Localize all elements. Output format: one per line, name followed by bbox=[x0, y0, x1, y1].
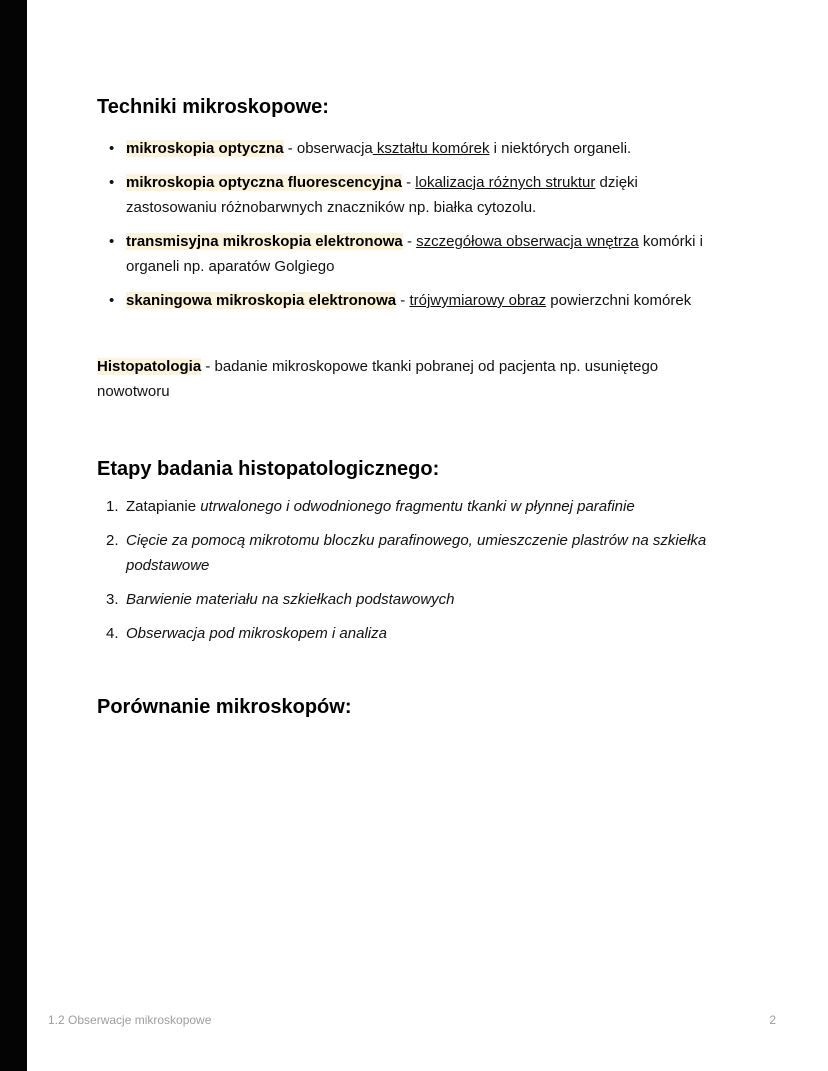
step-item bbox=[97, 587, 731, 612]
etapy-numbered-list bbox=[97, 494, 731, 646]
bullet-rest: komórki i organeli np. aparatów Golgiego bbox=[126, 233, 703, 275]
step-item bbox=[97, 494, 731, 519]
underlined-phrase: trójwymiarowy obraz bbox=[409, 292, 547, 309]
bullet-icon: • bbox=[109, 233, 115, 250]
underlined-phrase: kształtu komórek bbox=[372, 140, 490, 157]
paragraph-rest: - badanie mikroskopowe tkanki pobranej od pacjenta np. usuniętego nowotworu bbox=[97, 358, 659, 400]
step-text-wrap bbox=[126, 625, 387, 642]
bullet-item bbox=[97, 170, 731, 220]
highlighted-term: Histopatologia bbox=[97, 358, 202, 375]
bullet-text bbox=[126, 174, 638, 216]
bullet-item bbox=[97, 136, 731, 161]
step-number: 2. bbox=[106, 532, 119, 549]
bullet-icon: • bbox=[109, 174, 115, 191]
bullet-text bbox=[126, 233, 703, 275]
bullet-separator: - bbox=[401, 174, 416, 191]
bullet-text bbox=[126, 292, 691, 309]
page-footer bbox=[48, 1012, 776, 1028]
bullet-item bbox=[97, 229, 731, 279]
document-page bbox=[97, 0, 731, 720]
footer-breadcrumb: 1.2 Obserwacje mikroskopowe bbox=[48, 1013, 212, 1027]
bullet-rest: dzięki zastosowaniu różnobarwnych znaczników np. białka cytozolu. bbox=[126, 174, 638, 216]
step-item bbox=[97, 621, 731, 646]
step-number: 3. bbox=[106, 591, 119, 608]
histopatologia-paragraph bbox=[97, 354, 731, 404]
step-number: 1. bbox=[106, 498, 119, 515]
step-text: Cięcie za pomocą mikrotomu bloczku parafinowego, umieszczenie plastrów na szkiełka podstawowe bbox=[126, 532, 707, 574]
bullet-rest: i niektórych organeli. bbox=[489, 140, 632, 157]
section-heading-etapy: Etapy badania histopatologicznego: bbox=[97, 458, 440, 480]
section-heading-techniki: Techniki mikroskopowe: bbox=[97, 96, 329, 118]
highlighted-term: skaningowa mikroskopia elektronowa bbox=[126, 292, 397, 309]
bullet-item bbox=[97, 288, 731, 313]
step-number: 4. bbox=[106, 625, 119, 642]
underlined-phrase: szczegółowa obserwacja wnętrza bbox=[416, 233, 639, 250]
step-text-wrap bbox=[126, 532, 706, 574]
step-lead: Zatapianie bbox=[126, 498, 201, 515]
techniki-bullet-list bbox=[97, 136, 731, 313]
step-text: utrwalonego i odwodnionego fragmentu tkanki w płynnej parafinie bbox=[200, 498, 635, 515]
bullet-separator: - bbox=[396, 292, 410, 309]
bullet-icon: • bbox=[109, 140, 115, 157]
highlighted-term: mikroskopia optyczna fluorescencyjna bbox=[126, 174, 402, 191]
footer-page-number: 2 bbox=[769, 1013, 776, 1027]
step-text: Barwienie materiału na szkiełkach podstawowych bbox=[126, 591, 455, 608]
step-text: Obserwacja pod mikroskopem i analiza bbox=[126, 625, 387, 642]
section-heading-porownanie: Porównanie mikroskopów: bbox=[97, 696, 352, 718]
left-edge-bar bbox=[0, 0, 27, 1071]
step-item bbox=[97, 528, 731, 578]
bullet-separator: - bbox=[402, 233, 417, 250]
bullet-icon: • bbox=[109, 292, 115, 309]
bullet-rest: powierzchni komórek bbox=[546, 292, 692, 309]
step-text-wrap bbox=[126, 591, 455, 608]
bullet-separator: - obserwacja bbox=[283, 140, 373, 157]
step-text-wrap bbox=[126, 498, 635, 515]
bullet-text bbox=[126, 140, 631, 157]
underlined-phrase: lokalizacja różnych struktur bbox=[415, 174, 596, 191]
highlighted-term: mikroskopia optyczna bbox=[126, 140, 284, 157]
highlighted-term: transmisyjna mikroskopia elektronowa bbox=[126, 233, 403, 250]
